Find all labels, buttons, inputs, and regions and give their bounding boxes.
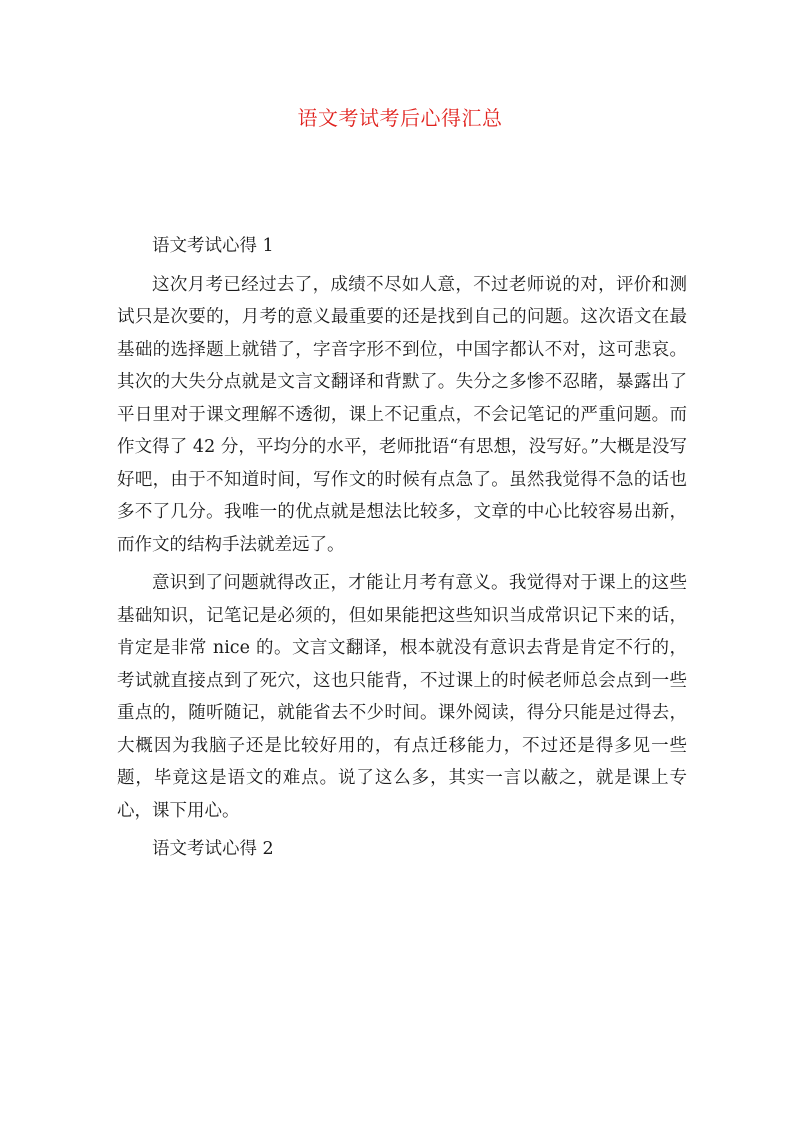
section-1-paragraph-2: 意识到了问题就得改正，才能让月考有意义。我觉得对于课上的这些基础知识，记笔记是必须的，但如果能把这些知识当成常识记下来的话，肯定是非常 nice 的。文言文翻译，根本就没有意识去背是肯定不行的，考试就直接点到了死穴，这也只能背，不过课上的时候老师总会点到一些重点的，随听随记，就能省去不少时间。课外阅读，得分只能是过得去，大概因为我脑子还是比较好用的，有点迁移能力，不过还是得多见一些题，毕竟这是语文的难点。说了这么多，其实一言以蔽之，就是课上专心，课下用心。: [117, 573, 687, 821]
document-body: [117, 230, 687, 866]
document-title: 语文考试考后心得汇总: [297, 106, 503, 130]
section-1-paragraph-1: 这次月考已经过去了，成绩不尽如人意，不过老师说的对，评价和测试只是次要的，月考的意义最重要的还是找到自己的问题。这次语文在最基础的选择题上就错了，字音字形不到位，中国字都认不对，这可悲哀。其次的大失分点就是文言文翻译和背默了。失分之多惨不忍睹，暴露出了平日里对于课文理解不透彻，课上不记重点，不会记笔记的严重问题。而作文得了 42 分，平均分的水平，老师批语“有思想，没写好。”大概是没写好吧，由于不知道时间，写作文的时候有点急了。虽然我觉得不急的话也多不了几分。我唯一的优点就是想法比较多，文章的中心比较容易出新，而作文的结构手法就差远了。: [117, 274, 687, 555]
section-heading-1: 语文考试心得 1: [152, 236, 274, 256]
section-heading-2: 语文考试心得 2: [152, 839, 274, 859]
